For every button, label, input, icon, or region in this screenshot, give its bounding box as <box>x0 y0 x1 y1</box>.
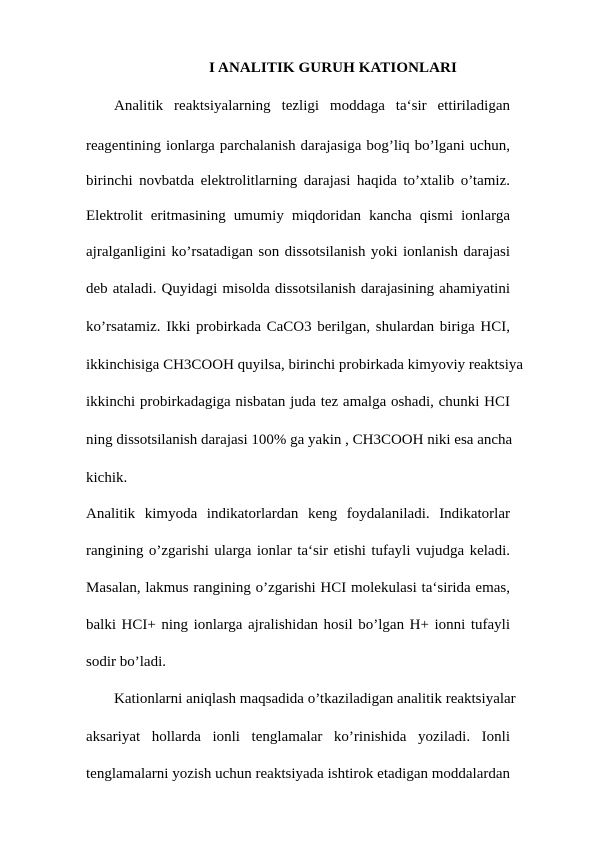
paragraph-line: birinchi novbatda elektrolitlarning darajasi haqida to’xtalib o’tamiz. <box>86 173 510 189</box>
paragraph-line: balki HCI+ ning ionlarga ajralishidan hosil bo’lgan H+ ionni tufayli <box>86 617 510 633</box>
paragraph-line: ikkinchi probirkadagiga nisbatan juda tez amalga oshadi, chunki HCI <box>86 394 510 410</box>
page-title: I ANALITIK GURUH KATIONLARI <box>209 60 457 76</box>
paragraph-line: Elektrolit eritmasining umumiy miqdoridan kancha qismi ionlarga <box>86 208 510 224</box>
paragraph-line: sodir bo’ladi. <box>86 654 166 670</box>
paragraph-line: ko’rsatamiz. Ikki probirkada CaCO3 berilgan, shulardan biriga HCI, <box>86 319 510 335</box>
paragraph-line: Masalan, lakmus rangining o’zgarishi HCI molekulasi ta‘sirida emas, <box>86 580 510 596</box>
paragraph-line: ajralganligini ko’rsatadigan son dissotsilanish yoki ionlanish darajasi <box>86 244 510 260</box>
paragraph-line: rangining o’zgarishi ularga ionlar ta‘sir etishi tufayli vujudga keladi. <box>86 543 510 559</box>
paragraph-line: deb ataladi. Quyidagi misolda dissotsilanish darajasining ahamiyatini <box>86 281 510 297</box>
paragraph-line: Kationlarni aniqlash maqsadida o’tkaziladigan analitik reaktsiyalar <box>114 691 516 707</box>
paragraph-line: reagentining ionlarga parchalanish darajasiga bog’liq bo’lgani uchun, <box>86 138 510 154</box>
paragraph-line: Analitik reaktsiyalarning tezligi moddaga ta‘sir ettiriladigan <box>114 98 510 114</box>
paragraph-line: ikkinchisiga CH3COOH quyilsa, birinchi probirkada kimyoviy reaktsiya <box>86 357 524 373</box>
paragraph-line: kichik. <box>86 470 128 486</box>
paragraph-line: tenglamalarni yozish uchun reaktsiyada ishtirok etadigan moddalardan <box>86 766 511 782</box>
paragraph-line: ning dissotsilanish darajasi 100% ga yakin , CH3COOH niki esa ancha <box>86 432 513 448</box>
paragraph-line: Analitik kimyoda indikatorlardan keng foydalaniladi. Indikatorlar <box>86 506 510 522</box>
paragraph-line: aksariyat hollarda ionli tenglamalar ko’rinishida yoziladi. Ionli <box>86 729 510 745</box>
